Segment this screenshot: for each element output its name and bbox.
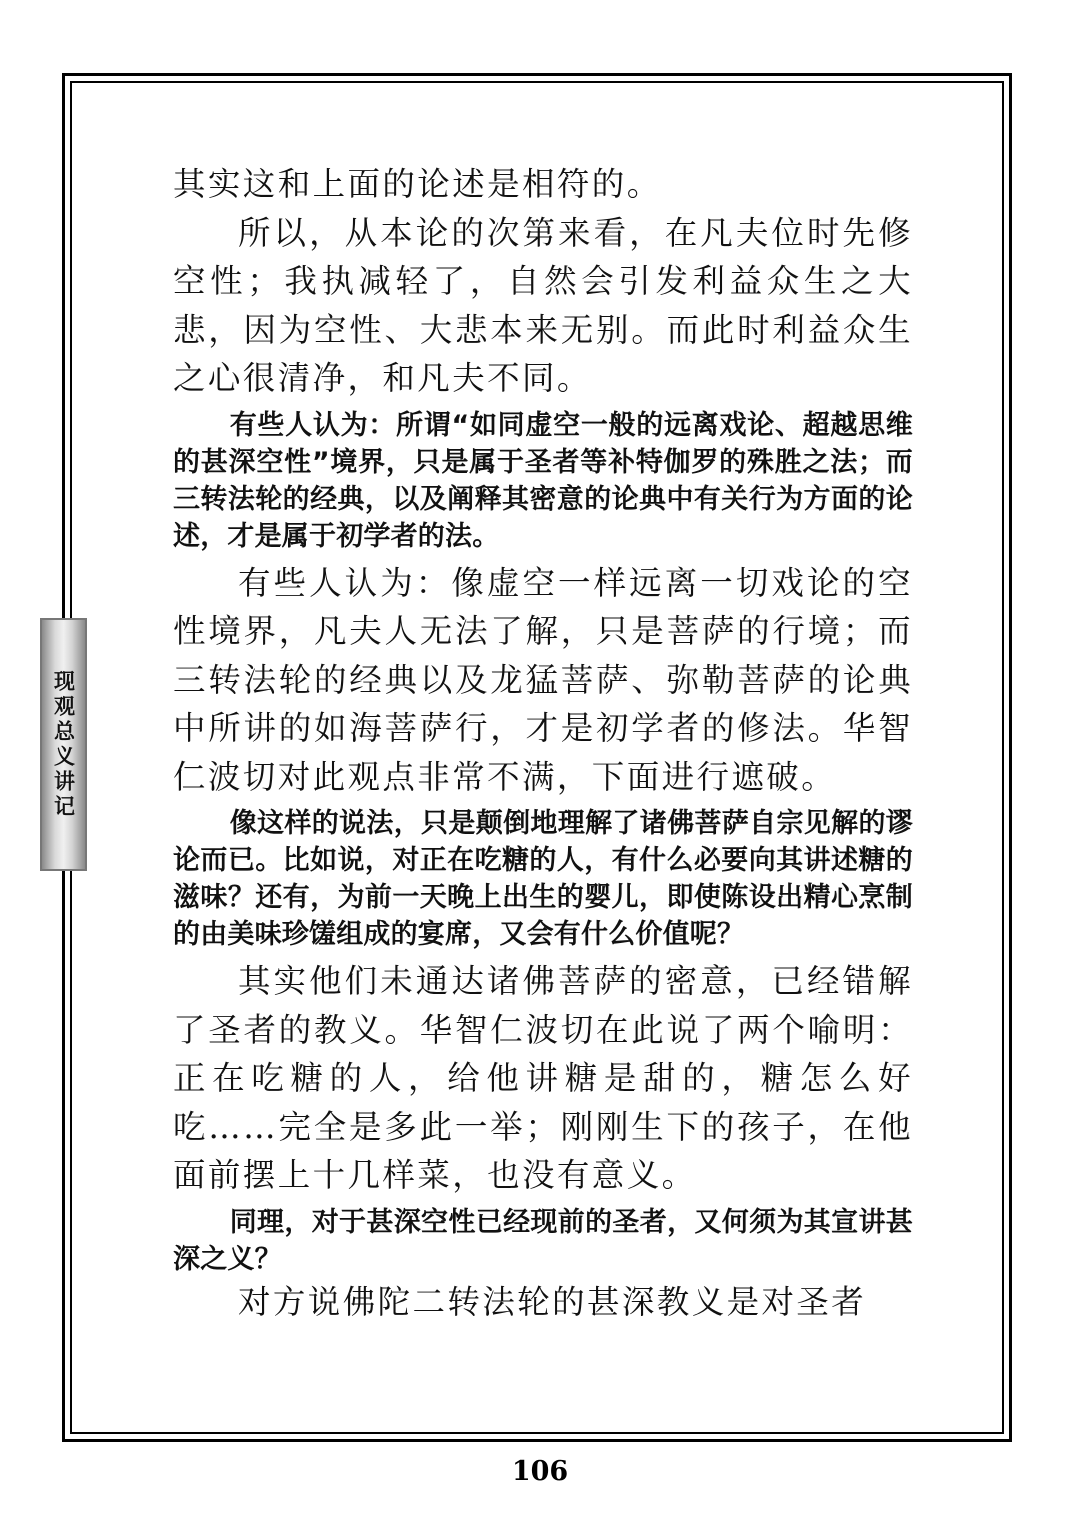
root-text-paragraph: 有些人认为：所谓“如同虚空一般的远离戏论、超越思维的甚深空性”境界，只是属于圣者等补特伽罗的殊胜之法；而三转法轮的经典，以及阐释其密意的论典中有关行为方面的论述，才是属于初学者的法。 [173,409,913,552]
root-text-paragraph: 像这样的说法，只是颠倒地理解了诸佛菩萨自宗见解的谬论而已。比如说，对正在吃糖的人，有什么必要向其讲述糖的滋味？还有，为前一天晚上出生的婴儿，即使陈设出精心烹制的由美味珍馐组成的宴席，又会有什么价值呢？ [173,808,913,950]
commentary-paragraph: 其实这和上面的论述是相符的。 [173,165,662,203]
side-tab-title: 现观总义讲记 [51,669,77,820]
text-body [173,160,913,1326]
commentary-paragraph: 对方说佛陀二转法轮的甚深教义是对圣者 [238,1282,867,1321]
side-tab [40,618,87,871]
page-number: 106 [511,1456,569,1487]
commentary-paragraph: 其实他们未通达诸佛菩萨的密意，已经错解了圣者的教义。华智仁波切在此说了两个喻明：正在吃糖的人，给他讲糖是甜的，糖怎么好吃……完全是多此一举；刚刚生下的孩子，在他面前摆上十几样菜，也没有意义。 [173,962,913,1194]
commentary-paragraph: 所以，从本论的次第来看，在凡夫位时先修空性；我执减轻了，自然会引发利益众生之大悲，因为空性、大悲本来无别。而此时利益众生之心很清净，和凡夫不同。 [173,213,913,397]
commentary-paragraph: 有些人认为：像虚空一样远离一切戏论的空性境界，凡夫人无法了解，只是菩萨的行境；而三转法轮的经典以及龙猛菩萨、弥勒菩萨的论典中所讲的如海菩萨行，才是初学者的修法。华智仁波切对此观点非常不满，下面进行遮破。 [173,563,913,796]
root-text-paragraph: 同理，对于甚深空性已经现前的圣者，又何须为其宣讲甚深之义？ [173,1206,913,1275]
